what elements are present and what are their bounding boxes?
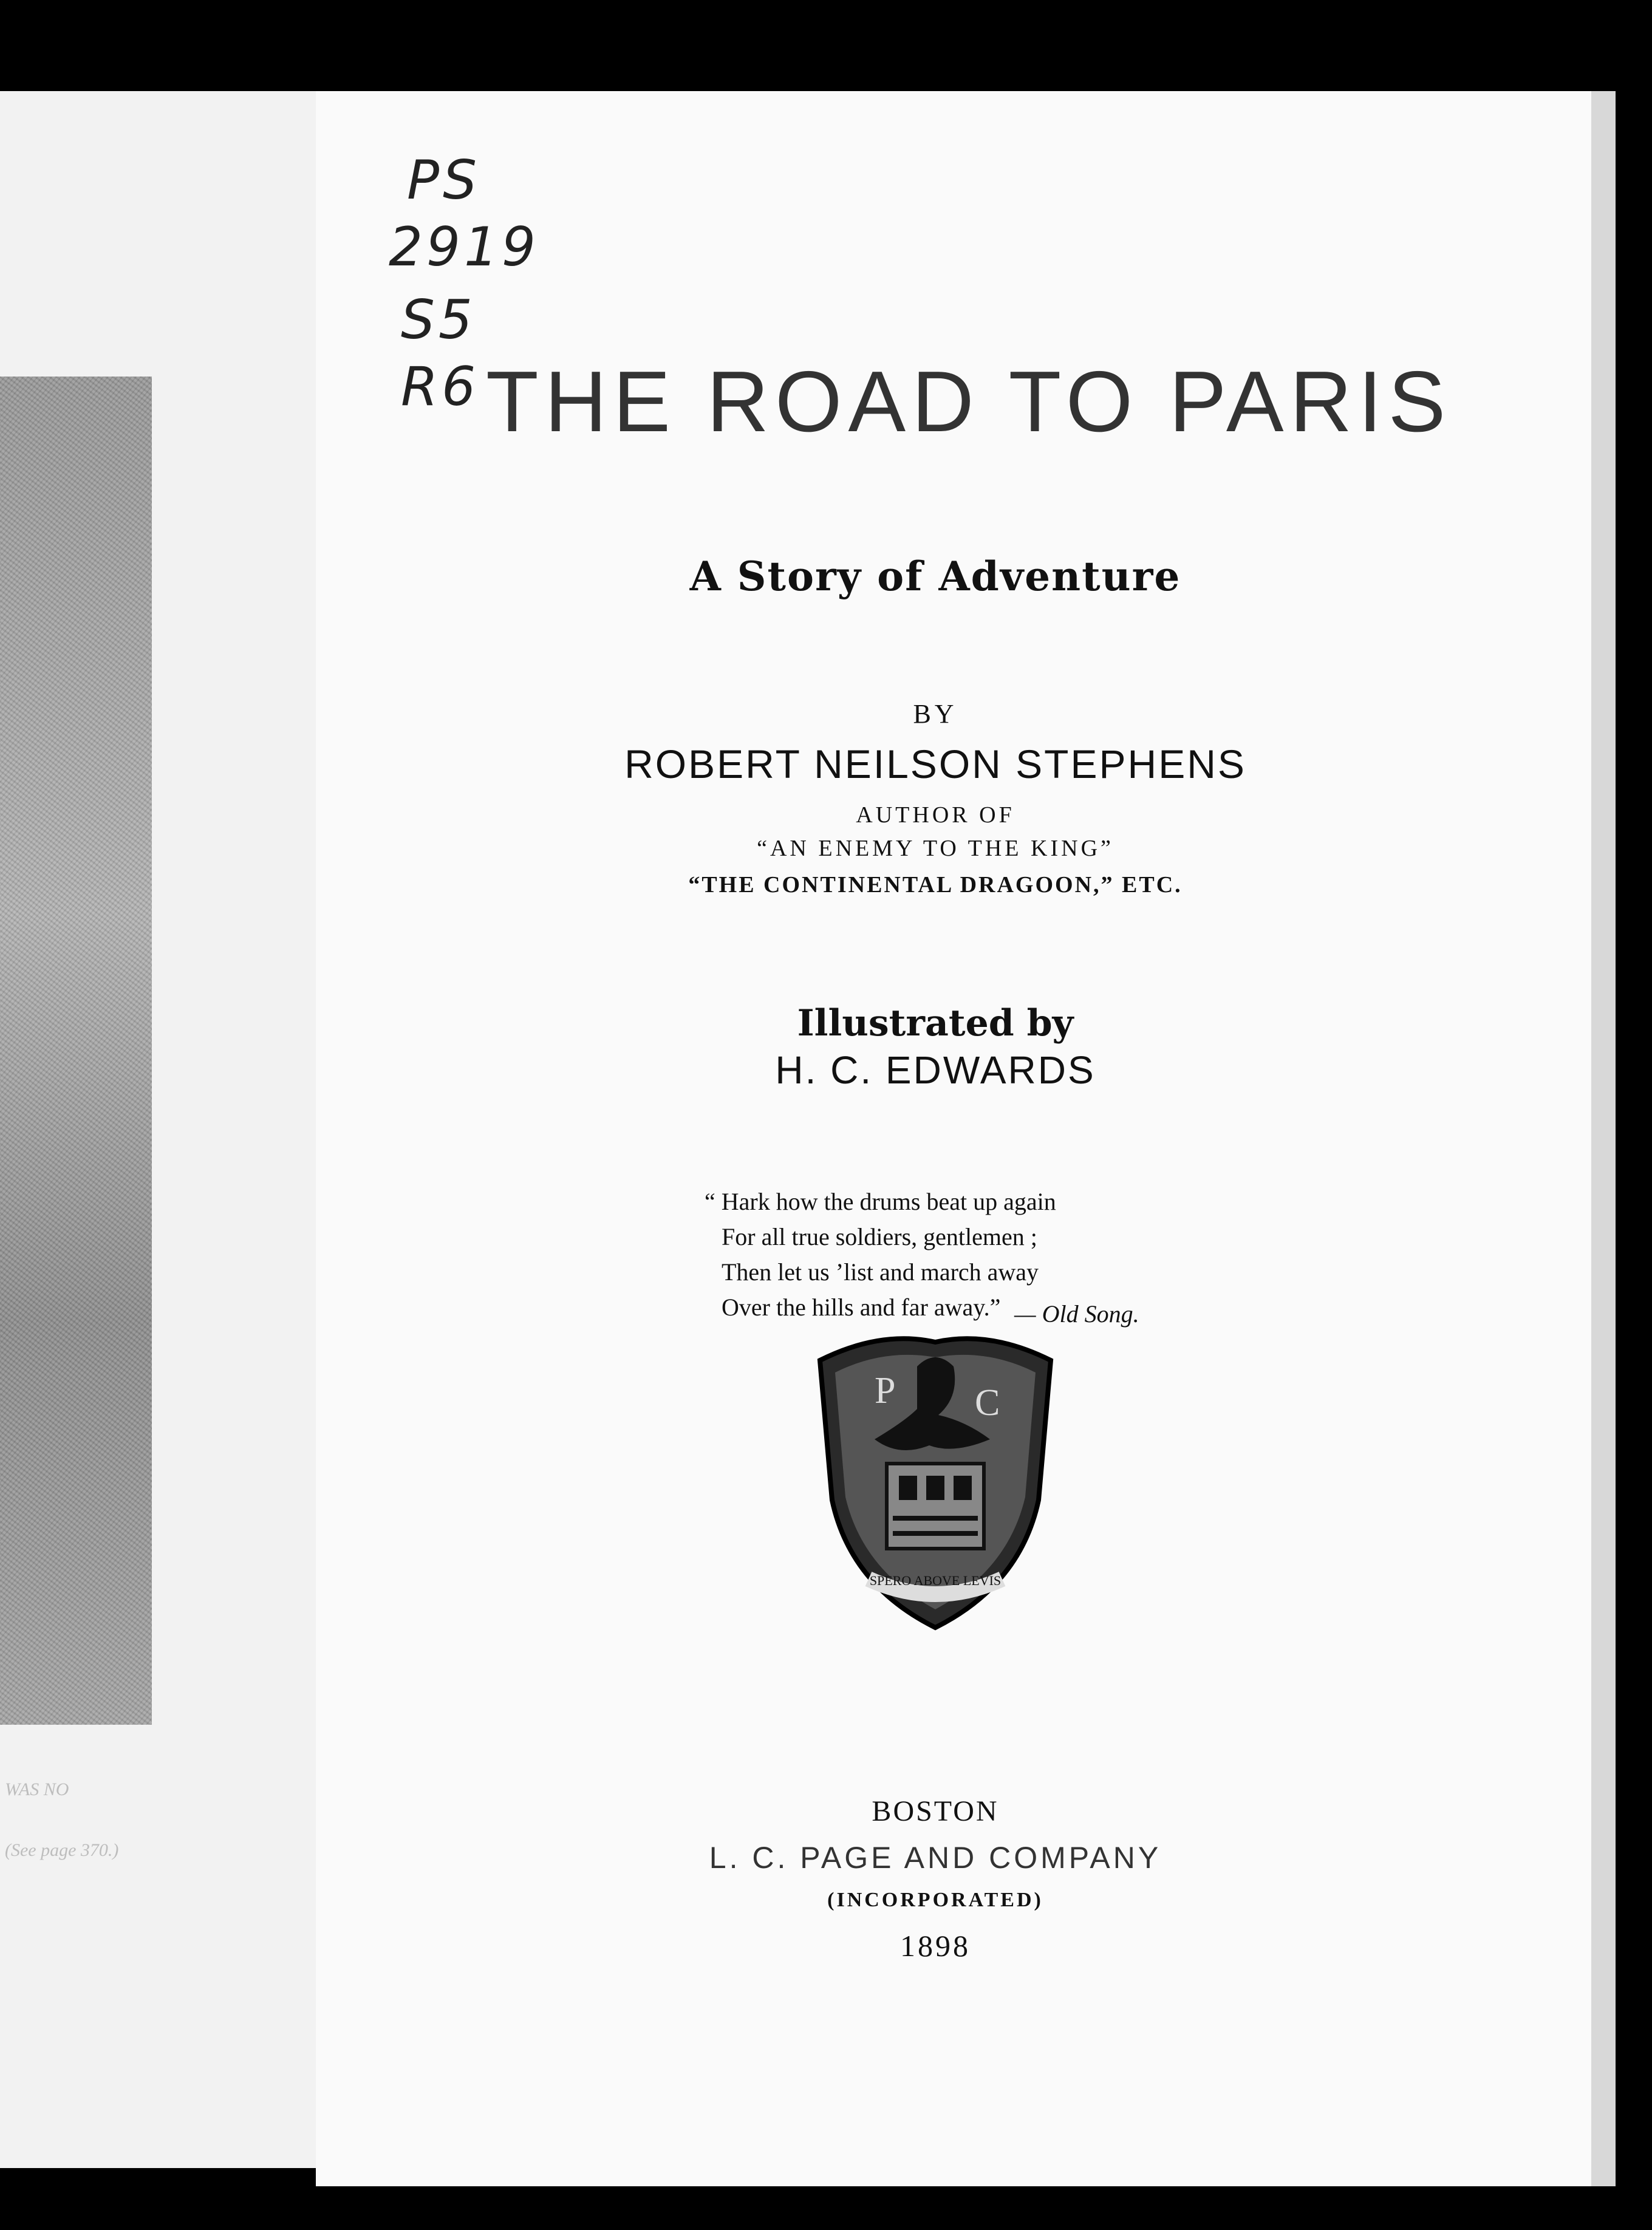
epigraph-line: Then let us ’list and march away	[722, 1258, 1039, 1286]
call-number-line: S5	[401, 288, 476, 351]
mark-motto: SPERO ABOVE LEVIS	[869, 1573, 1002, 1588]
book-title: THE ROAD TO PARIS	[486, 353, 1452, 450]
author-name: ROBERT NEILSON STEPHENS	[624, 742, 1246, 786]
verso-caption-fragment: WAS NO	[5, 1779, 69, 1799]
illustrator-name: H. C. EDWARDS	[775, 1048, 1096, 1092]
illustrated-by-label: Illustrated by	[797, 1002, 1074, 1045]
book-subtitle: A Story of Adventure	[689, 553, 1181, 600]
epigraph-source: — Old Song.	[1014, 1300, 1139, 1328]
page-edge	[1591, 91, 1616, 2186]
title-page	[316, 91, 1616, 2186]
imprint-incorporated: (INCORPORATED)	[827, 1889, 1043, 1911]
mark-letter-p: P	[875, 1370, 896, 1411]
mark-letter-c: C	[975, 1382, 1000, 1424]
epigraph	[705, 1184, 1056, 1325]
previous-work: “THE CONTINENTAL DRAGOON,” ETC.	[688, 872, 1183, 898]
imprint-publisher: L. C. PAGE AND COMPANY	[709, 1841, 1162, 1875]
verso-caption-reference: (See page 370.)	[5, 1840, 119, 1860]
epigraph-line: “ Hark how the drums beat up again	[705, 1188, 1056, 1215]
previous-work: “AN ENEMY TO THE KING”	[757, 836, 1114, 861]
call-number-line: PS	[407, 149, 480, 211]
imprint-year: 1898	[900, 1929, 971, 1963]
verso-page	[0, 91, 316, 2168]
call-number-line: 2919	[389, 216, 539, 278]
epigraph-line: Over the hills and far away.”	[722, 1294, 1001, 1321]
frontispiece-plate	[0, 377, 152, 1725]
epigraph-line: For all true soldiers, gentlemen ;	[722, 1223, 1037, 1250]
byline-by: BY	[913, 699, 958, 729]
publisher-shield-icon	[808, 1324, 1063, 1640]
call-number-line: R6	[401, 355, 480, 418]
author-of-label: AUTHOR OF	[856, 802, 1015, 828]
imprint-city: BOSTON	[872, 1795, 999, 1827]
